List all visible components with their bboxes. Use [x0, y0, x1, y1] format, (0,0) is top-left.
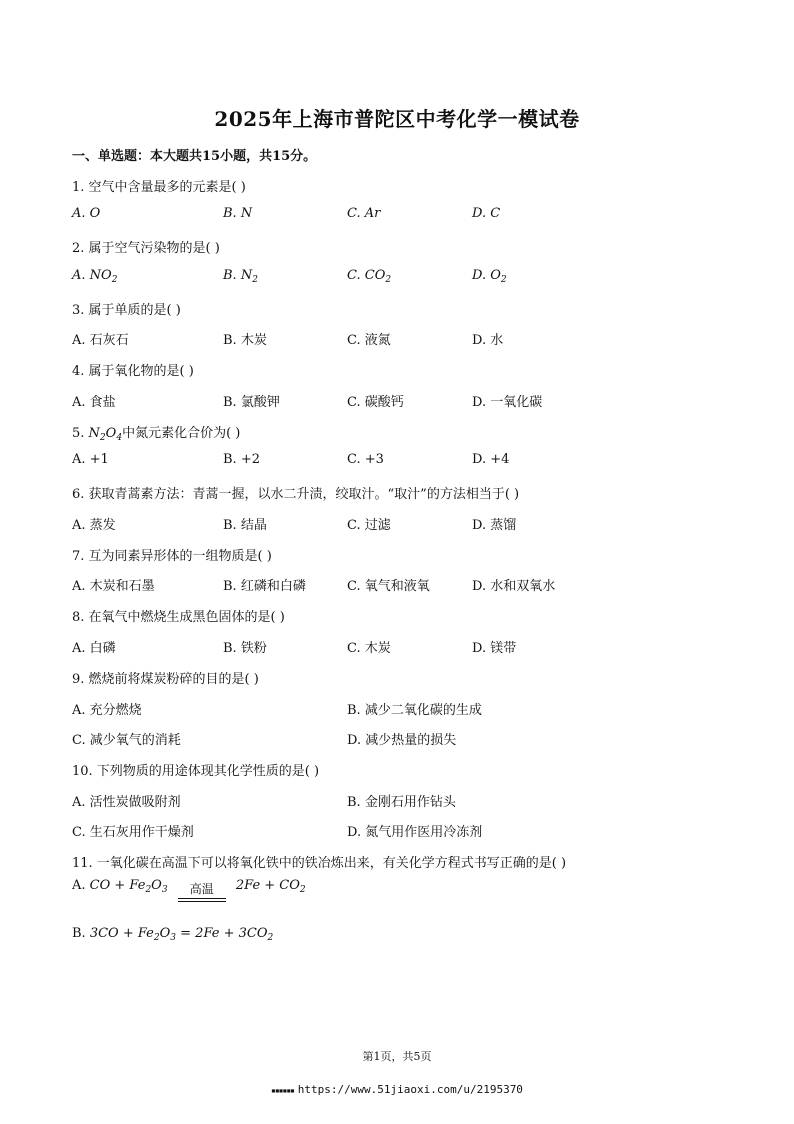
- question-10: 10. 下列物质的用途体现其化学性质的是( ): [72, 764, 320, 779]
- q10-option-c[interactable]: C. 生石灰用作干燥剂: [72, 825, 194, 840]
- page-footer: 第1页，共5页: [362, 1050, 432, 1063]
- reaction-condition: [178, 883, 226, 902]
- q6-option-d[interactable]: D. 蒸馏: [472, 518, 517, 533]
- q3-option-d[interactable]: D. 水: [472, 333, 504, 348]
- q4-option-d[interactable]: D. 一氧化碳: [472, 395, 543, 410]
- q2-option-c[interactable]: C. $CO_2$: [347, 268, 392, 285]
- question-6: 6. 获取青蒿素方法：青蒿一握，以水二升渍，绞取汁。“取汁”的方法相当于( ): [72, 487, 520, 502]
- page-title: 2025年上海市普陀区中考化学一模试卷: [214, 107, 580, 131]
- q7-option-b[interactable]: B. 红磷和白磷: [223, 579, 306, 594]
- question-4: 4. 属于氧化物的是( ): [72, 364, 194, 379]
- q2-option-a[interactable]: A. $NO_2$: [72, 268, 118, 285]
- q8-option-a[interactable]: A. 白磷: [72, 641, 116, 656]
- q10-option-d[interactable]: D. 氮气用作医用冷冻剂: [347, 825, 483, 840]
- watermark-url: https://www.51jiaoxi.com/u/2195370: [297, 1083, 523, 1096]
- q10-option-a[interactable]: A. 活性炭做吸附剂: [72, 795, 181, 810]
- q8-option-d[interactable]: D. 镁带: [472, 641, 517, 656]
- q11-b-label: B.: [72, 926, 86, 941]
- q11-b-equation: $3CO + Fe_2O_3 = 2Fe + 3CO_2$: [89, 926, 274, 943]
- q1-option-c[interactable]: C. Ar: [347, 206, 381, 221]
- q10-option-b[interactable]: B. 金刚石用作钻头: [347, 795, 456, 810]
- question-8: 8. 在氧气中燃烧生成黑色固体的是( ): [72, 610, 285, 625]
- question-5: [72, 422, 240, 443]
- q1-option-a[interactable]: A. O: [72, 206, 101, 221]
- double-equals-line: [178, 898, 226, 902]
- q4-option-b[interactable]: B. 氯酸钾: [223, 395, 280, 410]
- q2-option-d[interactable]: D. $O_2$: [472, 268, 507, 285]
- q8-option-c[interactable]: C. 木炭: [347, 641, 391, 656]
- q11-a-reactants: CO + $Fe_2O_3$: [89, 878, 168, 895]
- q6-option-c[interactable]: C. 过滤: [347, 518, 391, 533]
- question-3: 3. 属于单质的是( ): [72, 303, 181, 318]
- q1-option-b[interactable]: B. N: [223, 206, 253, 221]
- q5-option-a[interactable]: A. +1: [72, 452, 109, 467]
- q9-option-c[interactable]: C. 减少氧气的消耗: [72, 733, 181, 748]
- q3-option-a[interactable]: A. 石灰石: [72, 333, 129, 348]
- q11-a-products: $2Fe + CO_2$: [235, 878, 306, 895]
- q5-stem-prefix: 5.: [72, 426, 89, 441]
- q11-option-b[interactable]: [72, 926, 273, 943]
- q3-option-c[interactable]: C. 液氮: [347, 333, 391, 348]
- q9-option-a[interactable]: A. 充分燃烧: [72, 703, 142, 718]
- q9-option-b[interactable]: B. 减少二氧化碳的生成: [347, 703, 482, 718]
- q1-option-d[interactable]: D. C: [472, 206, 501, 221]
- watermark-dots-icon: ▪▪▪▪▪▪: [271, 1086, 298, 1095]
- condition-label: 高温: [189, 882, 214, 896]
- q6-option-b[interactable]: B. 结晶: [223, 518, 267, 533]
- question-2: 2. 属于空气污染物的是( ): [72, 241, 220, 256]
- source-watermark: [0, 1083, 794, 1096]
- question-9: 9. 燃烧前将煤炭粉碎的目的是( ): [72, 672, 259, 687]
- question-11: 11. 一氧化碳在高温下可以将氧化铁中的铁冶炼出来，有关化学方程式书写正确的是( ): [72, 856, 567, 871]
- q11-option-a[interactable]: [72, 878, 306, 902]
- q9-option-d[interactable]: D. 减少热量的损失: [347, 733, 457, 748]
- q8-option-b[interactable]: B. 铁粉: [223, 641, 267, 656]
- q5-formula: $N_2O_4$: [88, 426, 123, 443]
- q7-option-c[interactable]: C. 氧气和液氧: [347, 579, 430, 594]
- q5-option-d[interactable]: D. +4: [472, 452, 510, 467]
- q11-a-label: A.: [72, 878, 86, 893]
- q6-option-a[interactable]: A. 蒸发: [72, 518, 116, 533]
- section-heading: 一、单选题：本大题共15小题，共15分。: [72, 149, 317, 164]
- q4-option-c[interactable]: C. 碳酸钙: [347, 395, 404, 410]
- q4-option-a[interactable]: A. 食盐: [72, 395, 116, 410]
- q3-option-b[interactable]: B. 木炭: [223, 333, 267, 348]
- q5-stem-suffix: 中氮元素化合价为( ): [122, 426, 241, 441]
- q5-option-b[interactable]: B. +2: [223, 452, 260, 467]
- q5-option-c[interactable]: C. +3: [347, 452, 384, 467]
- question-7: 7. 互为同素异形体的一组物质是( ): [72, 549, 272, 564]
- q7-option-d[interactable]: D. 水和双氧水: [472, 579, 556, 594]
- q2-option-b[interactable]: B. $N_2$: [223, 268, 258, 285]
- question-1: 1. 空气中含量最多的元素是( ): [72, 180, 246, 195]
- q7-option-a[interactable]: A. 木炭和石墨: [72, 579, 155, 594]
